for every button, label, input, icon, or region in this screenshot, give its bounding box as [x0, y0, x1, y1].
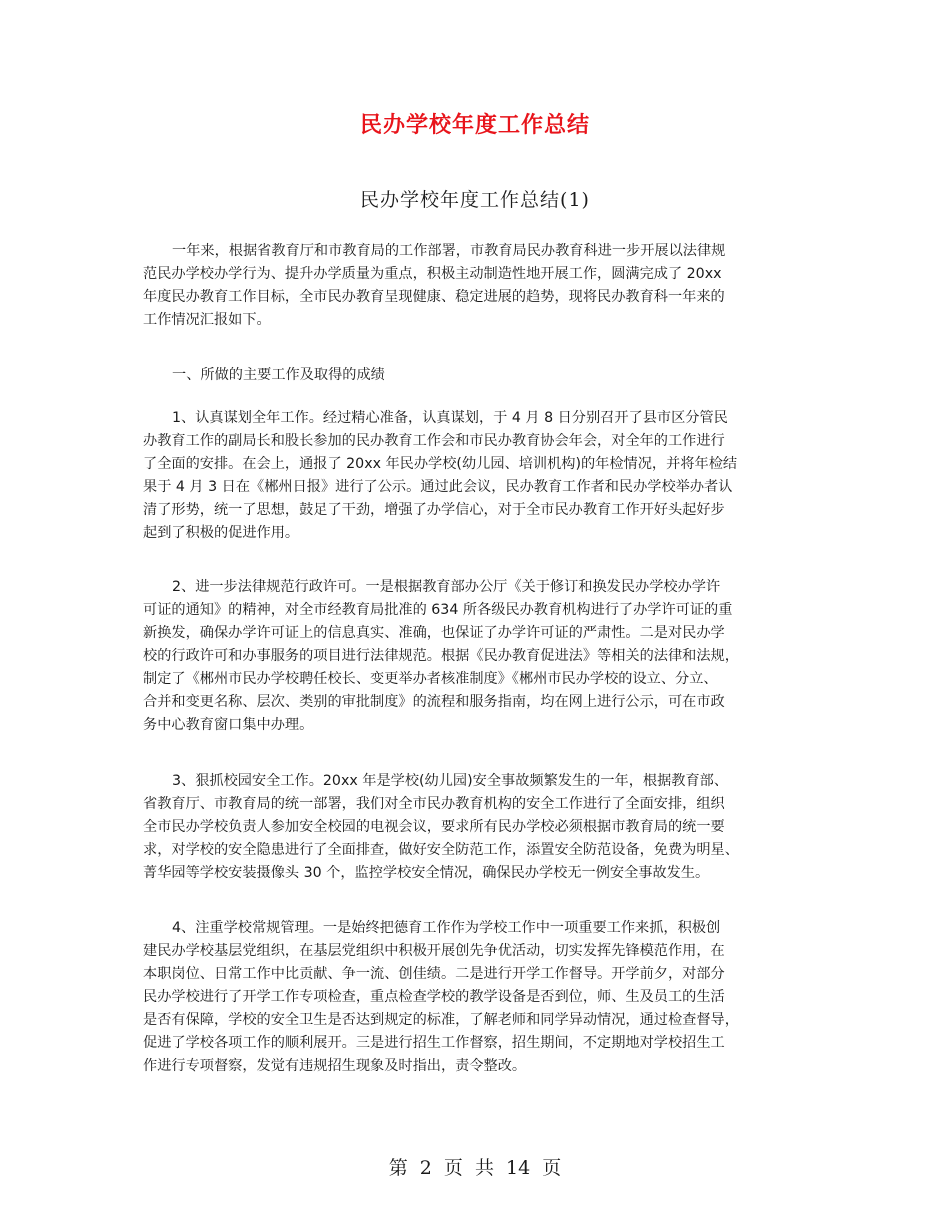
paragraph-line: 可证的通知》的精神，对全市经教育局批准的 634 所各级民办教育机构进行了办学许可证的重: [143, 602, 733, 618]
section-heading: 一、所做的主要工作及取得的成绩: [172, 367, 385, 383]
paragraph-line: 1、认真谋划全年工作。经过精心准备，认真谋划，于 4 月 8 日分别召开了县市区分管民: [172, 410, 728, 426]
paragraph-line: 果于 4 月 3 日在《郴州日报》进行了公示。通过此会议，民办教育工作者和民办学校举办者认: [143, 479, 733, 495]
paragraph-line: 合并和变更名称、层次、类别的审批制度》的流程和服务指南，均在网上进行公示，可在市政: [143, 694, 725, 710]
paragraph-line: 办教育工作的副局长和股长参加的民办教育工作会和市民办教育协会年会，对全年的工作进行: [143, 433, 725, 449]
paragraph-line: 务中心教育窗口集中办理。: [143, 717, 314, 733]
paragraph-line: 制定了《郴州市民办学校聘任校长、变更举办者核准制度》《郴州市民办学校的设立、分立、: [143, 671, 718, 687]
paragraph-line: 促进了学校各项工作的顺利展开。三是进行招生工作督察，招生期间，不定期地对学校招生工: [143, 1035, 725, 1051]
paragraph-line: 建民办学校基层党组织，在基层党组织中积极开展创先争优活动，切实发挥先锋模范作用，在: [143, 943, 725, 959]
paragraph-line: 4、注重学校常规管理。一是始终把德育工作作为学校工作中一项重要工作来抓，积极创: [172, 920, 721, 936]
paragraph-line: 作进行专项督察，发觉有违规招生现象及时指出，责令整改。: [143, 1058, 527, 1074]
paragraph-line: 范民办学校办学行为、提升办学质量为重点，积极主动制造性地开展工作，圆满完成了 20xx: [143, 266, 722, 282]
paragraph-line: 新换发，确保办学许可证上的信息真实、准确，也保证了办学许可证的严肃性。二是对民办学: [143, 625, 725, 641]
paragraph-line: 本职岗位、日常工作中比贡献、争一流、创佳绩。二是进行开学工作督导。开学前夕，对部分: [143, 966, 725, 982]
paragraph-line: 3、狠抓校园安全工作。20xx 年是学校(幼儿园)安全事故频繁发生的一年，根据教育部、: [172, 773, 729, 789]
paragraph-line: 求，对学校的安全隐患进行了全面排查，做好安全防范工作，添置安全防范设备，免费为明星、: [143, 842, 739, 858]
paragraph-line: 年度民办教育工作目标，全市民办教育呈现健康、稳定进展的趋势，现将民办教育科一年来的: [143, 289, 725, 305]
paragraph-line: 一年来，根据省教育厅和市教育局的工作部署，市教育局民办教育科进一步开展以法律规: [172, 243, 726, 259]
document-title: 民办学校年度工作总结: [359, 113, 590, 138]
paragraph-line: 2、进一步法律规范行政许可。一是根据教育部办公厅《关于修订和换发民办学校办学许: [172, 579, 721, 595]
paragraph-line: 省教育厅、市教育局的统一部署，我们对全市民办教育机构的安全工作进行了全面安排，组织: [143, 796, 725, 812]
paragraph-line: 校的行政许可和办事服务的项目进行法律规范。根据《民办教育促进法》等相关的法律和法规，: [143, 648, 739, 664]
paragraph-line: 了全面的安排。在会上，通报了 20xx 年民办学校(幼儿园、培训机构)的年检情况，并将年检结: [143, 456, 738, 472]
paragraph-line: 工作情况汇报如下。: [143, 312, 271, 328]
paragraph-line: 菁华园等学校安装摄像头 30 个，监控学校安全情况，确保民办学校无一例安全事故发生。: [143, 865, 710, 881]
paragraph-line: 是否有保障，学校的安全卫生是否达到规定的标准，了解老师和同学异动情况，通过检查督导，: [143, 1012, 739, 1028]
paragraph-line: 起到了积极的促进作用。: [143, 525, 300, 541]
page-number-footer: 第 2 页 共 14 页: [388, 1157, 562, 1179]
paragraph-line: 全市民办学校负责人参加安全校园的电视会议，要求所有民办学校必须根据市教育局的统一要: [143, 819, 725, 835]
paragraph-line: 清了形势，统一了思想，鼓足了干劲，增强了办学信心，对于全市民办教育工作开好头起好步: [143, 502, 725, 518]
document-subtitle: 民办学校年度工作总结(1): [360, 189, 590, 211]
paragraph-line: 民办学校进行了开学工作专项检查，重点检查学校的教学设备是否到位，师、生及员工的生活: [143, 989, 725, 1005]
